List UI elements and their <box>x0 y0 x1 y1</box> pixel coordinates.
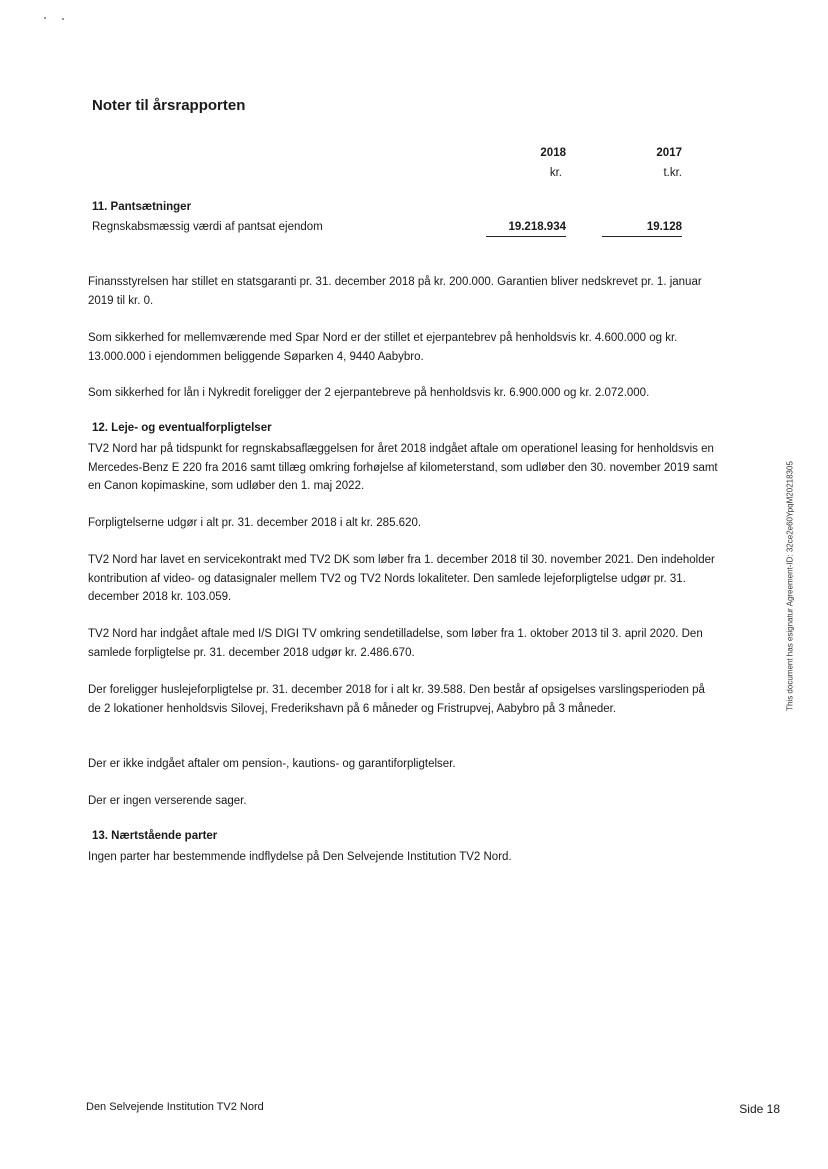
note-13-heading: 13. Nærtstående parter <box>92 830 218 842</box>
note-11-paragraph: Finansstyrelsen har stillet en statsgaranti pr. 31. december 2018 på kr. 200.000. Garantien bliver nedskrevet pr. 1. januar 2019 til kr. 0. <box>88 276 702 307</box>
note-11-value-2018: 19.218.934 <box>508 221 566 233</box>
note-11-paragraph: Som sikkerhed for lån i Nykredit foreligger der 2 ejerpantebreve på henholdsvis kr. 6.900.000 og kr. 2.072.000. <box>88 387 650 399</box>
note-11-paragraph: Som sikkerhed for mellemværende med Spar Nord er der stillet et ejerpantebrev på henholdsvis kr. 4.600.000 og kr. 13.000.000 i ejendommen beliggende Søparken 4, 9440 Aabybro. <box>88 332 678 363</box>
page-title: Noter til årsrapporten <box>92 97 246 114</box>
scan-speck <box>62 18 64 20</box>
scan-speck <box>44 17 46 19</box>
note-12-paragraph: Forpligtelserne udgør i alt pr. 31. december 2018 i alt kr. 285.620. <box>88 517 422 529</box>
col-year-2018: 2018 <box>540 147 566 159</box>
note-12-paragraph: TV2 Nord har indgået aftale med I/S DIGI TV omkring sendetilladelse, som løber fra 1. oktober 2013 til 3. april 2020. Den samlede forpligtelse pr. 31. december 2018 udgør kr. 2.486.670. <box>88 628 703 659</box>
note-12-paragraph: TV2 Nord har lavet en servicekontrakt med TV2 DK som løber fra 1. december 2018 til 30. november 2021. Den indeholder kontribution af video- og datasignaler mellem TV2 og TV2 Nords lokaliteter. Den samlede lejeforpligtelse udgør pr. 31. december 2018 kr. 103.059. <box>88 554 715 603</box>
note-13-paragraph: Ingen parter har bestemmende indflydelse på Den Selvejende Institution TV2 Nord. <box>88 851 512 863</box>
col-unit-2017: t.kr. <box>663 167 682 179</box>
esignatur-side-text: This document has esignatur Agreement-ID: 32ce2e60YpqM20218305 <box>785 461 795 711</box>
footer-institution: Den Selvejende Institution TV2 Nord <box>86 1101 264 1113</box>
underline-2018 <box>486 236 566 237</box>
underline-2017 <box>602 236 682 237</box>
note-12-paragraph: Der er ikke indgået aftaler om pension-, kautions- og garantiforpligtelser. <box>88 758 456 770</box>
note-12-paragraph: TV2 Nord har på tidspunkt for regnskabsaflæggelsen for året 2018 indgået aftale om operationel leasing for henholdsvis en Mercedes-Benz E 220 fra 2016 samt tillæg omkring forhøjelse af kilometerstand, som udløber den 30. november 2019 samt en Canon kopimaskine, som udløber den 1. maj 2022. <box>88 443 718 492</box>
col-unit-2018: kr. <box>549 167 562 179</box>
note-11-value-2017: 19.128 <box>646 221 682 233</box>
footer-page-number: Side 18 <box>739 1102 780 1116</box>
note-11-heading: 11. Pantsætninger <box>92 201 192 213</box>
esignatur-side-note <box>783 441 797 731</box>
note-11-row-label: Regnskabsmæssig værdi af pantsat ejendom <box>92 221 323 233</box>
note-12-paragraph: Der er ingen verserende sager. <box>88 795 247 807</box>
col-year-2017: 2017 <box>656 147 682 159</box>
note-12-heading: 12. Leje- og eventualforpligtelser <box>92 422 272 434</box>
note-12-paragraph: Der foreligger huslejeforpligtelse pr. 31. december 2018 for i alt kr. 39.588. Den består af opsigelses varslingsperioden på de 2 lokationer henholdsvis Silovej, Frederikshavn på 6 måneder og Fristrupvej, Aabybro på 3 måneder. <box>88 684 705 715</box>
